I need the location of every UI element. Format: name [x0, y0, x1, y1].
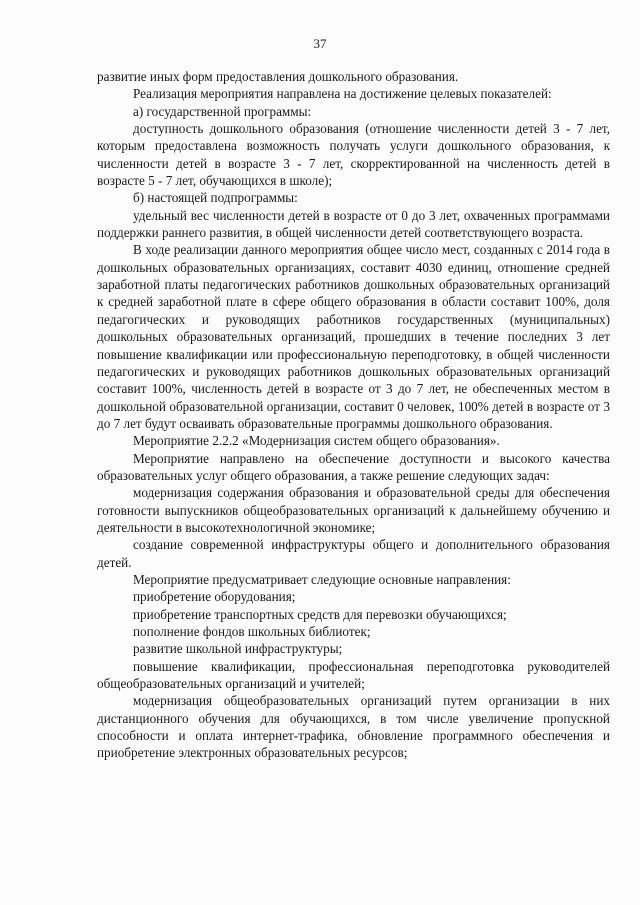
- paragraph: приобретение оборудования;: [133, 589, 296, 605]
- paragraph: Мероприятие направлено на обеспечение доступности и высокого качества образовательных услуг общего образования, а также решение следующих задач:: [97, 450, 610, 483]
- paragraph: развитие школьной инфраструктуры;: [133, 641, 343, 657]
- page-number: 37: [313, 36, 327, 51]
- paragraph: пополнение фондов школьных библиотек;: [133, 624, 371, 639]
- paragraph: развитие иных форм предоставления дошкольного образования.: [97, 69, 459, 84]
- paragraph: а) государственной программы:: [133, 103, 312, 119]
- paragraph: удельный вес численности детей в возрасте от 0 до 3 лет, охваченных программами поддержки раннего развития, в общей численности детей соответствующего возраста.: [97, 207, 610, 241]
- paragraph: б) настоящей подпрограммы:: [133, 190, 298, 206]
- paragraph: Мероприятие 2.2.2 «Модернизация систем общего образования».: [133, 433, 500, 449]
- document-body: [97, 68, 610, 762]
- paragraph: модернизация содержания образования и образовательной среды для обеспечения готовности выпускников общеобразовательных организаций к дальнейшему обучению и деятельности в высокотехнологичной экономике;: [97, 485, 610, 535]
- paragraph: приобретение транспортных средств для перевозки обучающихся;: [133, 606, 507, 622]
- paragraph: В ходе реализации данного мероприятия общее число мест, созданных с 2014 года в дошкольных образовательных организациях, составит 4030 единиц, отношение средней заработной платы педагогических работников дошкольных образовательных организаций к средней заработной плате в сфере общего образования в области составит 100%, доля педагогических и руководящих работников государственных (муниципальных) дошкольных образовательных организаций, прошедших в течение последних 3 лет повышение квалификации или профессиональную переподготовку, в общей численности педагогических и руководящих работников дошкольных образовательных организаций составит 100%, численность детей в возрасте от 3 до 7 лет, не обеспеченных местом в дошкольной образовательной организации, составит 0 человек, 100% детей в возрасте от 3 до 7 лет будут осваивать образовательные программы дошкольного образования.: [97, 242, 610, 431]
- paragraph: создание современной инфраструктуры общего и дополнительного образования детей.: [97, 537, 610, 570]
- paragraph: повышение квалификации, профессиональная переподготовка руководителей общеобразовательных организаций и учителей;: [97, 658, 610, 692]
- paragraph: доступность дошкольного образования (отношение численности детей 3 - 7 лет, которым предоставлена возможность получать услуги дошкольного образования, к численности детей в возрасте 3 - 7 лет, скорректированной на численность детей в возрасте 5 - 7 лет, обучающихся в школе);: [97, 121, 610, 189]
- paragraph: Мероприятие предусматривает следующие основные направления:: [133, 571, 511, 587]
- paragraph: модернизация общеобразовательных организаций путем организации в них дистанционного обучения для обучающихся, в том числе увеличение пропускной способности и оплата интернет-трафика, обновление программного обеспечения и приобретение электронных образовательных ресурсов;: [97, 693, 610, 761]
- paragraph: Реализация мероприятия направлена на достижение целевых показателей:: [133, 86, 552, 102]
